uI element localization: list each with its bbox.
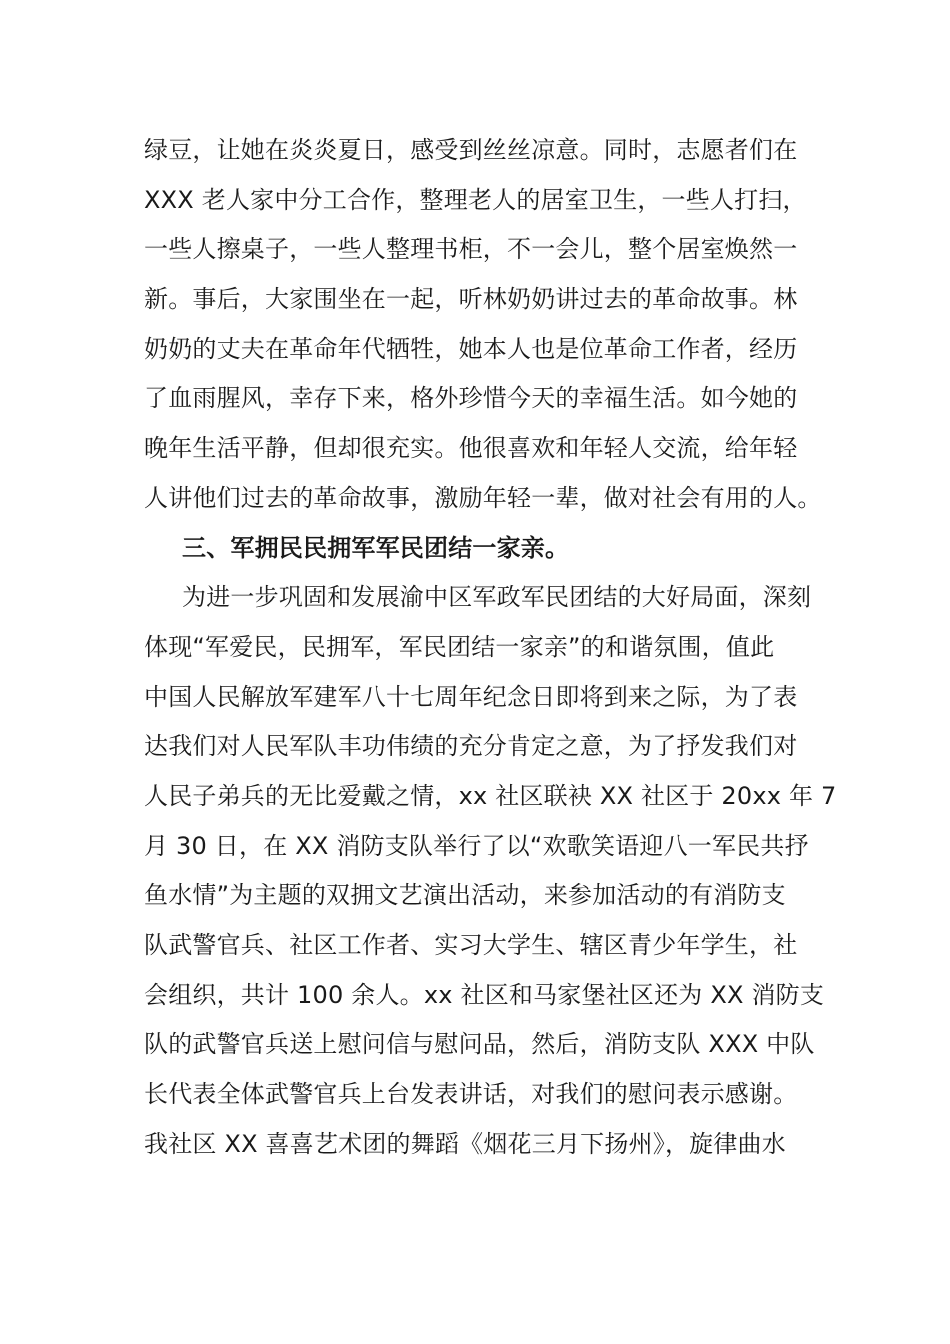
text-line: 人讲他们过去的革命故事，激励年轻一辈，做对社会有用的人。 [144,483,822,512]
document-body [144,126,837,1169]
text-line: 晚年生活平静，但却很充实。他很喜欢和年轻人交流，给年轻 [144,434,798,463]
text-line: 鱼水情”为主题的双拥文艺演出活动，来参加活动的有消防支 [144,881,786,910]
text-line: 长代表全体武警官兵上台发表讲话，对我们的慰问表示感谢。 [144,1080,798,1109]
text-line: 一些人擦桌子，一些人整理书柜，不一会儿，整个居室焕然一 [144,235,798,264]
text-line: 新。事后，大家围坐在一起，听林奶奶讲过去的革命故事。林 [144,285,798,314]
text-line: 体现“军爱民，民拥军，军民团结一家亲”的和谐氛围，值此 [144,632,775,661]
text-line: XXX 老人家中分工合作，整理老人的居室卫生，一些人打扫， [144,185,807,214]
text-line: 了血雨腥风，幸存下来，格外珍惜今天的幸福生活。如今她的 [144,384,798,413]
text-line: 奶奶的丈夫在革命年代牺牲，她本人也是位革命工作者，经历 [144,334,798,363]
paragraph-first-line: 为进一步巩固和发展渝中区军政军民团结的大好局面，深刻 [182,583,812,612]
text-line: 中国人民解放军建军八十七周年纪念日即将到来之际，为了表 [144,682,798,711]
text-line: 我社区 XX 喜喜艺术团的舞蹈《烟花三月下扬州》，旋律曲水 [144,1129,786,1158]
text-line: 队的武警官兵送上慰问信与慰问品，然后，消防支队 XXX 中队 [144,1030,815,1059]
section-heading: 三、军拥民民拥军军民团结一家亲。 [182,533,570,562]
text-line: 绿豆，让她在炎炎夏日，感受到丝丝凉意。同时，志愿者们在 [144,136,798,164]
text-line: 人民子弟兵的无比爱戴之情，xx 社区联袂 XX 社区于 20xx 年 7 [144,781,837,810]
text-line: 达我们对人民军队丰功伟绩的充分肯定之意，为了抒发我们对 [144,732,798,761]
text-line: 会组织，共计 100 余人。xx 社区和马家堡社区还为 XX 消防支 [144,980,825,1009]
text-line: 月 30 日，在 XX 消防支队举行了以“欢歌笑语迎八一军民共抒 [144,831,809,860]
text-line: 队武警官兵、社区工作者、实习大学生、辖区青少年学生，社 [144,931,798,959]
